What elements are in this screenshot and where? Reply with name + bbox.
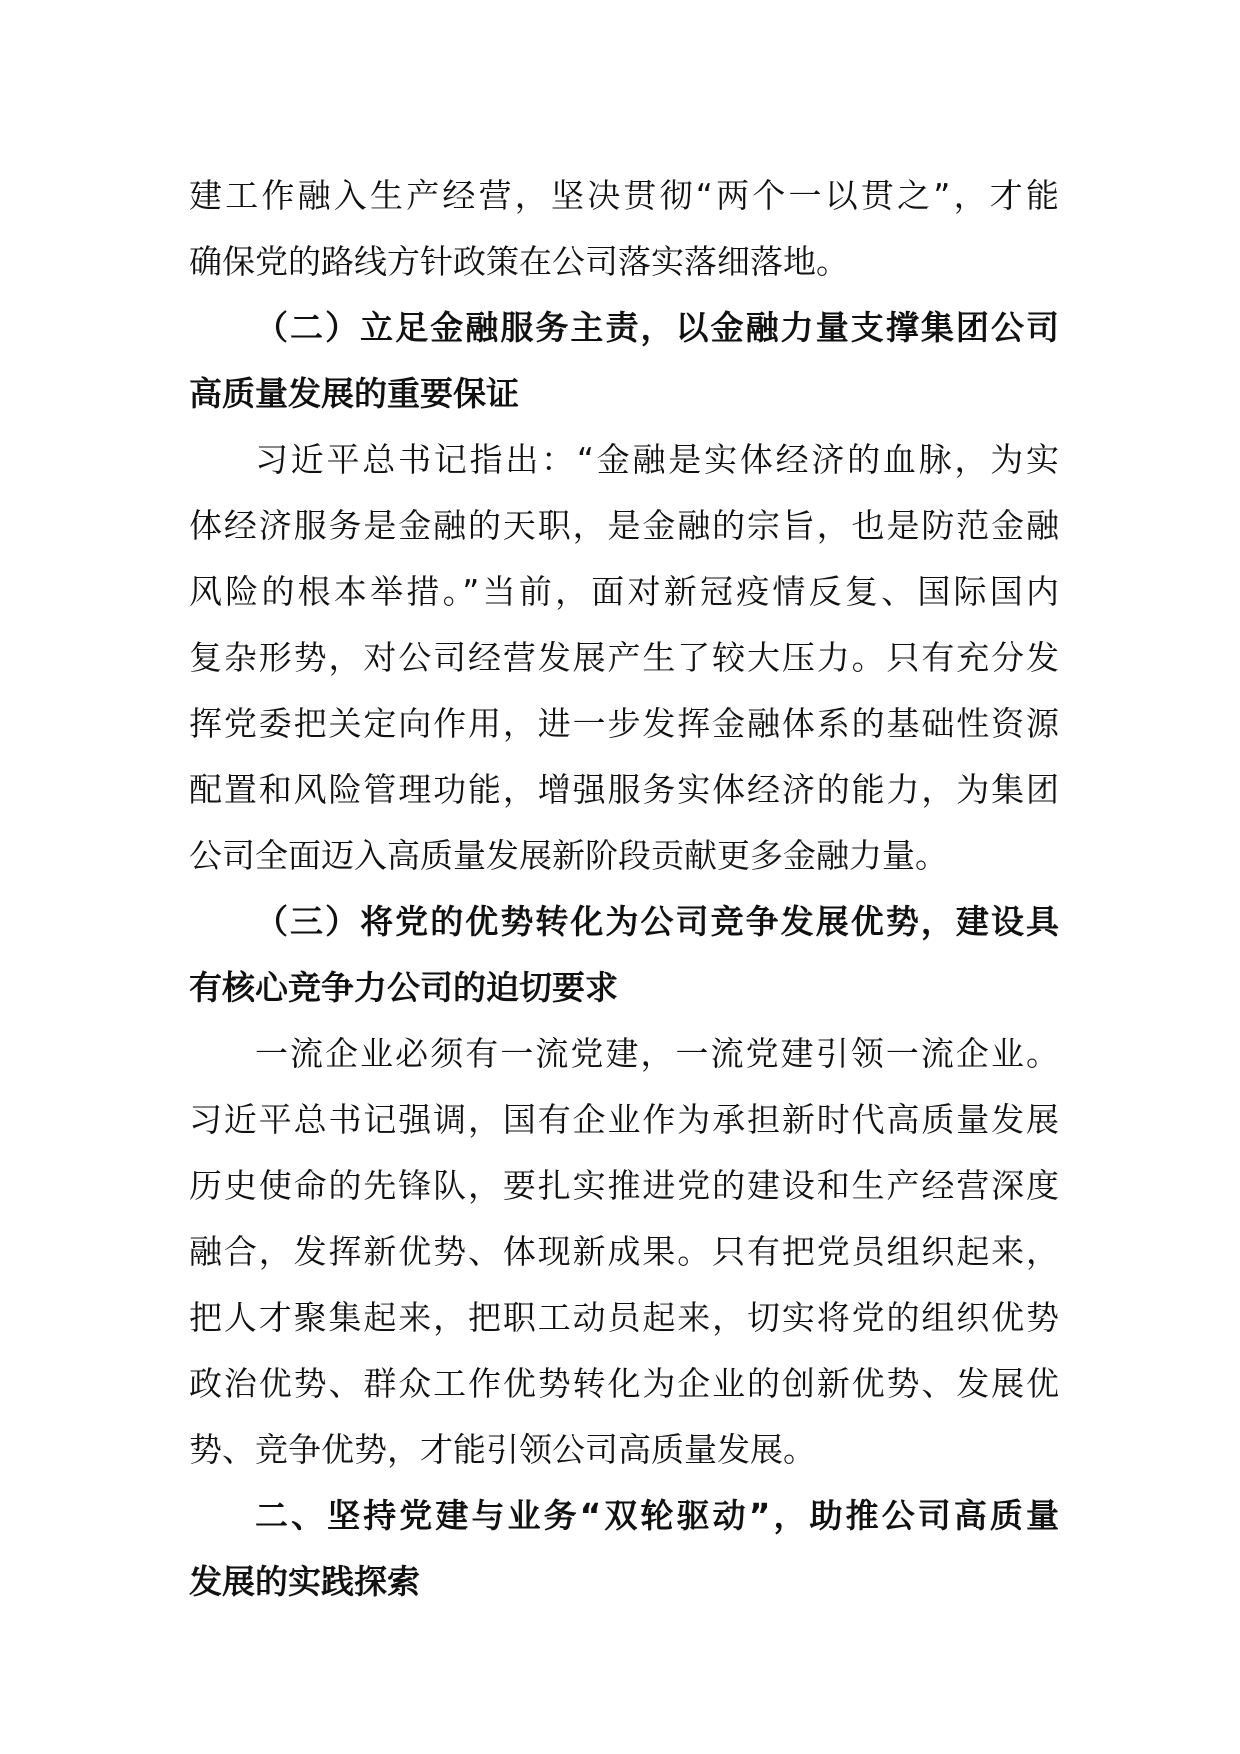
section-heading: （三）将党的优势转化为公司竞争发展优势，建设具 xyxy=(255,902,1059,941)
paragraph-line: 势、竞争优势，才能引领公司高质量发展。 xyxy=(189,1430,816,1469)
paragraph-line: 挥党委把关定向作用，进一步发挥金融体系的基础性资源 xyxy=(189,704,1059,743)
paragraph-line: 配置和风险管理功能，增强服务实体经济的能力，为集团 xyxy=(189,770,1059,809)
paragraph-line: 历史使命的先锋队，要扎实推进党的建设和生产经营深度 xyxy=(189,1166,1059,1205)
section-heading: 高质量发展的重要保证 xyxy=(189,374,519,413)
paragraph-line: 风险的根本举措。”当前，面对新冠疫情反复、国际国内 xyxy=(189,572,1059,611)
chapter-heading: 二、坚持党建与业务“双轮驱动”，助推公司高质量 xyxy=(255,1496,1059,1535)
chapter-heading: 发展的实践探索 xyxy=(189,1562,420,1601)
paragraph-line: 融合，发挥新优势、体现新成果。只有把党员组织起来， xyxy=(189,1232,1059,1271)
paragraph-line: 一流企业必须有一流党建，一流党建引领一流企业。 xyxy=(255,1034,1059,1073)
paragraph-line: 把人才聚集起来，把职工动员起来，切实将党的组织优势 xyxy=(189,1298,1059,1337)
paragraph-line: 建工作融入生产经营，坚决贯彻“两个一以贯之”，才能 xyxy=(189,176,1059,215)
section-heading: 有核心竞争力公司的迫切要求 xyxy=(189,968,618,1007)
paragraph-line: 公司全面迈入高质量发展新阶段贡献更多金融力量。 xyxy=(189,836,948,875)
paragraph-line: 政治优势、群众工作优势转化为企业的创新优势、发展优 xyxy=(189,1364,1059,1403)
paragraph-line: 体经济服务是金融的天职，是金融的宗旨，也是防范金融 xyxy=(189,506,1059,545)
paragraph-line: 确保党的路线方针政策在公司落实落细落地。 xyxy=(189,242,849,281)
paragraph-line: 复杂形势，对公司经营发展产生了较大压力。只有充分发 xyxy=(189,638,1059,677)
paragraph-line: 习近平总书记强调，国有企业作为承担新时代高质量发展 xyxy=(189,1100,1059,1139)
section-heading: （二）立足金融服务主责，以金融力量支撑集团公司 xyxy=(255,308,1059,347)
paragraph-line: 习近平总书记指出：“金融是实体经济的血脉，为实 xyxy=(255,440,1059,479)
